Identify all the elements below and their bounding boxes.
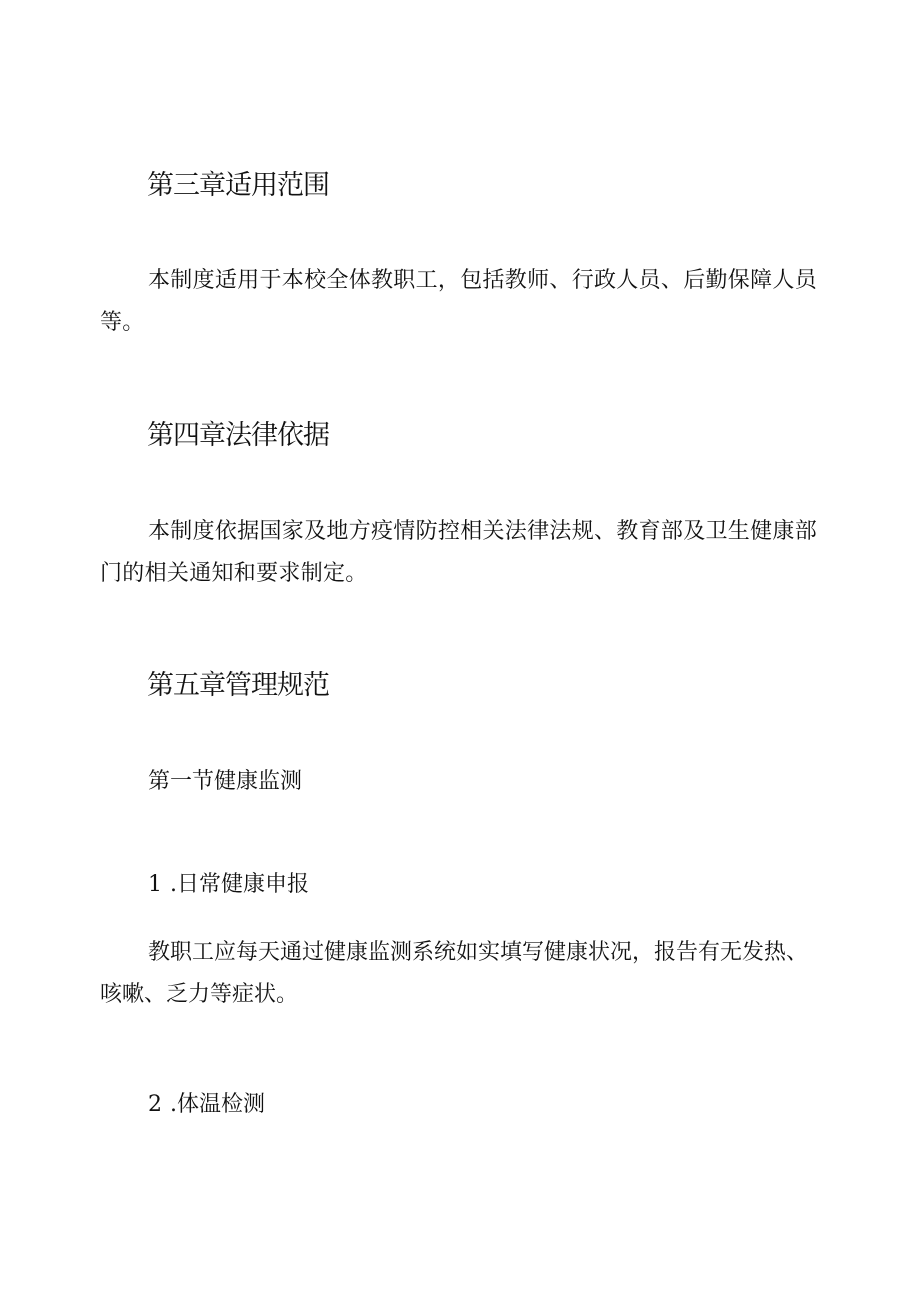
item-2-number: 2	[148, 1092, 162, 1117]
item-2-heading	[148, 1090, 265, 1120]
chapter-4-paragraph: 本制度依据国家及地方疫情防控相关法律法规、教育部及卫生健康部门的相关通知和要求制定。	[100, 519, 818, 586]
chapter-3-paragraph: 本制度适用于本校全体教职工，包括教师、行政人员、后勤保障人员等。	[100, 268, 818, 335]
chapter-5-heading: 第五章管理规范	[147, 670, 329, 701]
chapter-3-heading: 第三章适用范围	[147, 170, 329, 201]
chapter-4-heading: 第四章法律依据	[147, 420, 329, 451]
item-1-heading	[148, 870, 309, 900]
item-1-paragraph: 教职工应每天通过健康监测系统如实填写健康状况，报告有无发热、咳嗽、乏力等症状。	[100, 940, 809, 1007]
section-1-heading: 第一节健康监测	[148, 769, 303, 794]
item-2-title: .体温检测	[170, 1092, 265, 1117]
item-1-number: 1	[148, 872, 162, 897]
item-1-title: .日常健康申报	[170, 872, 309, 897]
